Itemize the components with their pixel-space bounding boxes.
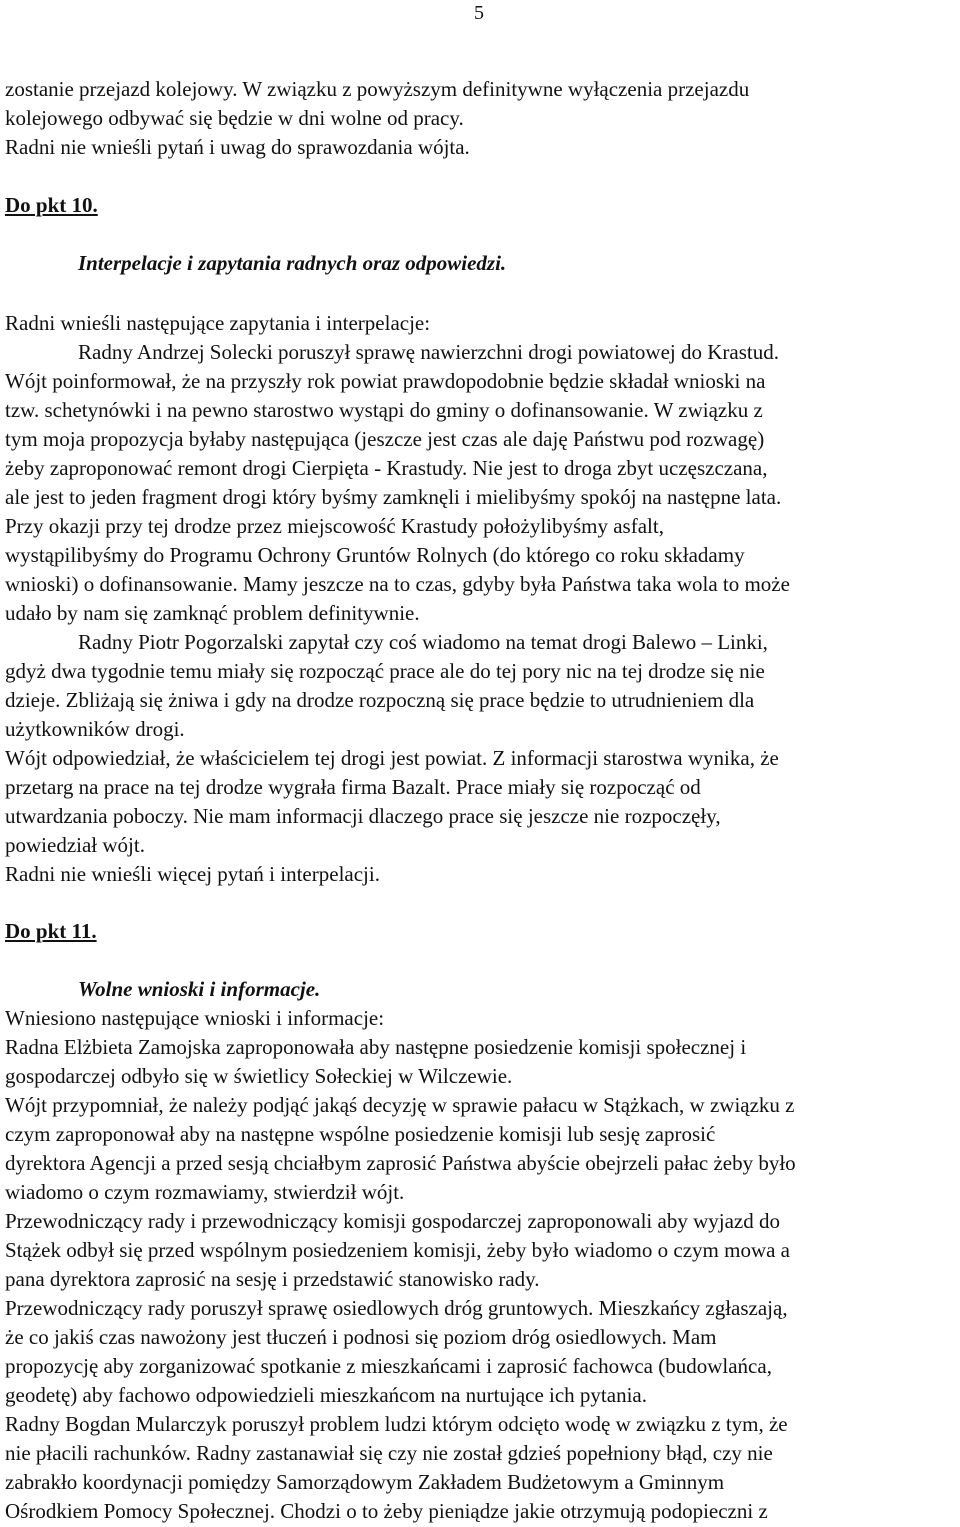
section-subheading: Interpelacje i zapytania radnych oraz odpowiedzi. (78, 251, 507, 275)
text-line: Przy okazji przy tej drodze przez miejscowość Krastudy położylibyśmy asfalt, (5, 514, 664, 538)
page-number: 5 (474, 2, 484, 24)
section-heading: Do pkt 11. (5, 919, 97, 943)
text-line: dzieje. Zbliżają się żniwa i gdy na drodze rozpoczną się prace będzie to utrudnieniem dla (5, 688, 755, 712)
text-line: Radny Bogdan Mularczyk poruszył problem ludzi którym odcięto wodę w związku z tym, że (5, 1412, 788, 1436)
text-line: że co jakiś czas nawożony jest tłuczeń i podnosi się poziom dróg osiedlowych. Mam (5, 1325, 717, 1349)
text-line: Ośrodkiem Pomocy Społecznej. Chodzi o to żeby pieniądze jakie otrzymują podopieczni z (5, 1499, 768, 1523)
text-line: Wniesiono następujące wnioski i informacje: (5, 1006, 385, 1030)
text-line: gospodarczej odbyło się w świetlicy Sołeckiej w Wilczewie. (5, 1064, 513, 1088)
text-line: Radni nie wnieśli więcej pytań i interpelacji. (5, 862, 380, 886)
text-line: utwardzania poboczy. Nie mam informacji dlaczego prace się jeszcze nie rozpoczęły, (5, 804, 721, 828)
text-line: wystąpilibyśmy do Programu Ochrony Gruntów Rolnych (do którego co roku składamy (5, 543, 745, 567)
text-line: użytkowników drogi. (5, 717, 185, 741)
text-line: kolejowego odbywać się będzie w dni wolne od pracy. (5, 106, 464, 130)
text-line: Radni wnieśli następujące zapytania i interpelacje: (5, 311, 431, 335)
text-line: Przewodniczący rady poruszył sprawę osiedlowych dróg gruntowych. Mieszkańcy zgłaszają, (5, 1296, 788, 1320)
text-line: wiadomo o czym rozmawiamy, stwierdził wójt. (5, 1180, 405, 1204)
text-line: zabrakło koordynacji pomiędzy Samorządowym Zakładem Budżetowym a Gminnym (5, 1470, 725, 1494)
text-line: Radny Andrzej Solecki poruszył sprawę nawierzchni drogi powiatowej do Krastud. (78, 340, 779, 364)
text-line: powiedział wójt. (5, 833, 145, 857)
text-line: Wójt przypomniał, że należy podjąć jakąś decyzję w sprawie pałacu w Stążkach, w związku z (5, 1093, 795, 1117)
text-line: przetarg na prace na tej drodze wygrała firma Bazalt. Prace miały się rozpocząć od (5, 775, 701, 799)
section-heading: Do pkt 10. (5, 193, 98, 217)
text-line: nie płacili rachunków. Radny zastanawiał się czy nie został gdzieś popełniony błąd, czy nie (5, 1441, 773, 1465)
text-line: gdyż dwa tygodnie temu miały się rozpocząć prace ale do tej pory nic na tej drodze się nie (5, 659, 765, 683)
text-line: Radny Piotr Pogorzalski zapytał czy coś wiadomo na temat drogi Balewo – Linki, (78, 630, 768, 654)
text-line: propozycję aby zorganizować spotkanie z mieszkańcami i zaprosić fachowca (budowlańca, (5, 1354, 772, 1378)
section-subheading: Wolne wnioski i informacje. (78, 977, 321, 1001)
text-line: pana dyrektora zaprosić na sesję i przedstawić stanowisko rady. (5, 1267, 540, 1291)
text-line: ale jest to jeden fragment drogi który byśmy zamknęli i mielibyśmy spokój na następne lata. (5, 485, 782, 509)
text-line: tzw. schetynówki i na pewno starostwo wystąpi do gminy o dofinansowanie. W związku z (5, 398, 763, 422)
text-line: udało by nam się zamknąć problem definitywnie. (5, 601, 420, 625)
text-line: zostanie przejazd kolejowy. W związku z powyższym definitywne wyłączenia przejazdu (5, 77, 750, 101)
text-line: Radna Elżbieta Zamojska zaproponowała aby następne posiedzenie komisji społecznej i (5, 1035, 747, 1059)
text-line: żeby zaproponować remont drogi Cierpięta - Krastudy. Nie jest to droga zbyt uczęszczana, (5, 456, 768, 480)
text-line: tym moja propozycja byłaby następująca (jeszcze jest czas ale daję Państwu pod rozwagę) (5, 427, 765, 451)
text-line: Przewodniczący rady i przewodniczący komisji gospodarczej zaproponowali aby wyjazd do (5, 1209, 780, 1233)
text-line: geodetę) aby fachowo odpowiedzieli mieszkańcom na nurtujące ich pytania. (5, 1383, 647, 1407)
text-line: wnioski) o dofinansowanie. Mamy jeszcze na to czas, gdyby była Państwa taka wola to może (5, 572, 790, 596)
text-line: dyrektora Agencji a przed sesją chciałbym zaprosić Państwa abyście obejrzeli pałac żeby było (5, 1151, 796, 1175)
text-line: czym zaproponował aby na następne wspólne posiedzenie komisji lub sesję zaprosić (5, 1122, 716, 1146)
text-line: Wójt odpowiedział, że właścicielem tej drogi jest powiat. Z informacji starostwa wynika, że (5, 746, 779, 770)
text-line: Radni nie wnieśli pytań i uwag do sprawozdania wójta. (5, 135, 470, 159)
text-line: Wójt poinformował, że na przyszły rok powiat prawdopodobnie będzie składał wnioski na (5, 369, 766, 393)
text-line: Stążek odbył się przed wspólnym posiedzeniem komisji, żeby było wiadomo o czym mowa a (5, 1238, 790, 1262)
